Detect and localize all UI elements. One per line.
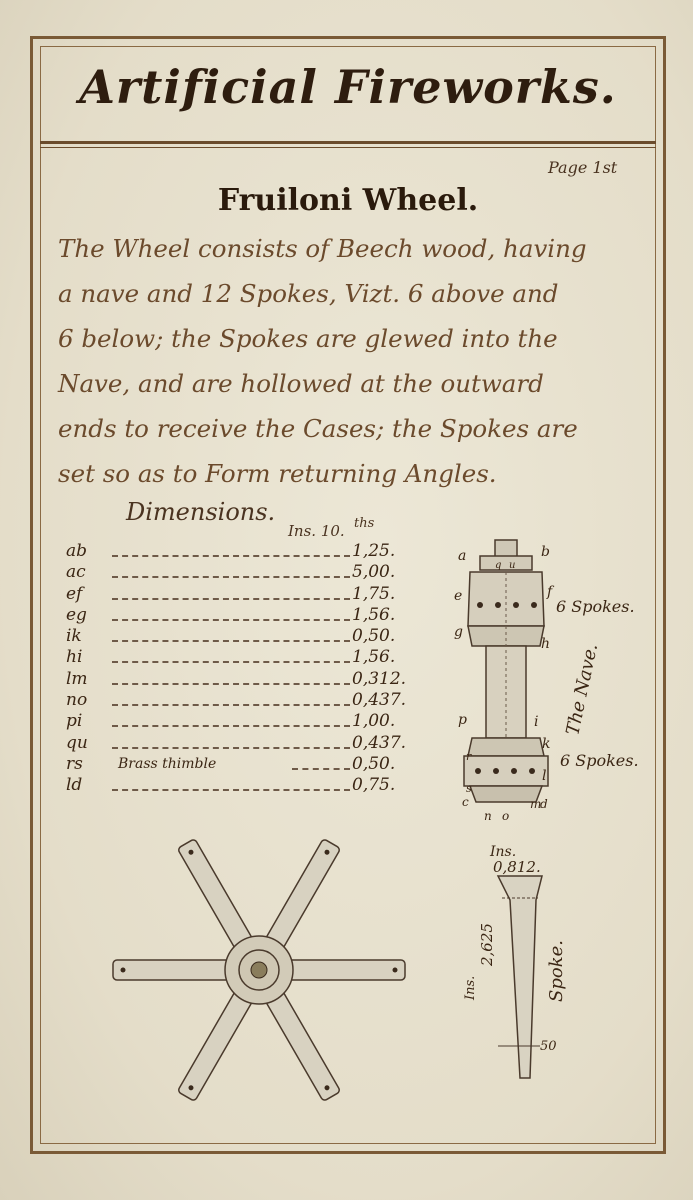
dimension-label: no xyxy=(66,690,88,711)
wheel-spoke xyxy=(285,960,405,980)
dimension-value: 1,75. xyxy=(352,583,396,604)
dimension-value: 0,312. xyxy=(352,668,407,689)
dimension-value: 0,437. xyxy=(352,732,407,753)
nave-letter-b: b xyxy=(541,544,550,560)
nave-letter-m: m xyxy=(530,797,542,811)
nave-letter-q: q xyxy=(495,560,502,571)
nave-letter-p: p xyxy=(458,712,467,728)
dimensions-title: Dimensions. xyxy=(126,498,276,526)
wheel-spoke xyxy=(177,988,254,1102)
nave-letter-s: s xyxy=(466,782,472,795)
page-title: Artificial Fireworks. xyxy=(79,60,617,114)
section-title: Fruiloni Wheel. xyxy=(217,183,479,218)
wheel-spoke xyxy=(113,960,233,980)
nave-letter-k: k xyxy=(542,736,551,752)
dimension-value: 5,00. xyxy=(352,562,396,583)
spoke-hole xyxy=(531,602,537,608)
spoke-body xyxy=(498,876,542,1078)
nave-collar xyxy=(480,556,532,570)
spoke-length-unit: Ins. xyxy=(463,975,478,1000)
dimension-value: 1,25. xyxy=(352,541,396,561)
spoke-length: 2,625 xyxy=(478,923,496,966)
label-the-nave: The Nave. xyxy=(562,641,603,738)
spoke-hole xyxy=(475,768,481,774)
body-line: a nave and 12 Spokes, Vizt. 6 above and xyxy=(58,279,559,308)
dimensions-units: Ins. 10. xyxy=(288,522,345,540)
spoke-hole xyxy=(477,602,483,608)
nave-letter-i: i xyxy=(534,714,539,730)
spoke-bottom-width: 50 xyxy=(540,1039,557,1054)
nave-letter-g: g xyxy=(454,624,463,640)
body-line: The Wheel consists of Beech wood, having xyxy=(58,234,587,263)
dimension-value: 0,75. xyxy=(352,775,396,796)
nave-letter-d: d xyxy=(540,797,548,811)
nave-letter-f: f xyxy=(547,584,553,600)
wheel-spoke xyxy=(263,988,340,1102)
spoke-hole xyxy=(511,768,517,774)
dimension-value: 0,50. xyxy=(352,626,396,647)
dimension-label: ac xyxy=(66,562,86,583)
dimension-label: qu xyxy=(66,732,88,753)
nave-letter-e: e xyxy=(454,588,463,604)
dimension-value: 0,50. xyxy=(352,753,396,774)
nave-letter-c: c xyxy=(462,795,469,809)
dimension-label: ik xyxy=(66,626,82,647)
dimension-value: 1,00. xyxy=(352,711,396,732)
body-line: set so as to Form returning Angles. xyxy=(58,459,497,488)
wheel-spoke xyxy=(263,839,340,953)
body-line: ends to receive the Cases; the Spokes are xyxy=(58,414,578,443)
dimension-label: rs xyxy=(66,753,83,774)
label-lower-spokes: 6 Spokes. xyxy=(560,751,639,770)
page-number: Page 1st xyxy=(548,158,618,177)
dimension-label: eg xyxy=(66,604,87,625)
spoke-label: Spoke. xyxy=(546,940,567,1002)
nave-lower-ring xyxy=(468,738,544,756)
spoke-top-width: 0,812. xyxy=(493,858,541,876)
dimension-value: 0,437. xyxy=(352,690,407,711)
spoke-hole xyxy=(495,602,501,608)
nave-illustration xyxy=(454,540,639,823)
nave-letter-u: u xyxy=(509,560,516,571)
dimension-note: Brass thimble xyxy=(118,755,217,772)
dimension-label: hi xyxy=(66,647,83,668)
wheel-spoke xyxy=(177,839,254,953)
dimension-label: lm xyxy=(66,668,88,689)
dimension-label: ab xyxy=(66,541,88,561)
dimension-value: 1,56. xyxy=(352,604,396,625)
nave-letter-l: l xyxy=(542,768,547,784)
spoke-hole xyxy=(513,602,519,608)
nave-letter-h: h xyxy=(541,636,551,652)
body-line: 6 below; the Spokes are glewed into the xyxy=(58,324,558,353)
wheel-illustration xyxy=(113,839,405,1102)
body-line: Nave, and are hollowed at the outward xyxy=(58,369,544,398)
spoke-hole xyxy=(493,768,499,774)
dimension-label: ef xyxy=(66,583,83,604)
label-upper-spokes: 6 Spokes. xyxy=(556,597,635,616)
nave-letter-r: r xyxy=(466,750,472,763)
spoke-illustration xyxy=(463,844,567,1078)
spoke-hole xyxy=(529,768,535,774)
nave-letter-a: a xyxy=(458,548,467,564)
dimension-value: 1,56. xyxy=(352,647,396,668)
dimension-label: pi xyxy=(66,711,83,732)
wheel-axle-hole xyxy=(251,962,267,978)
nave-letter-o: o xyxy=(502,809,510,823)
dimensions-units-hundredths: ths xyxy=(354,516,375,531)
spoke-unit: Ins. xyxy=(490,844,517,860)
dimension-label: ld xyxy=(66,775,83,796)
nave-letter-n: n xyxy=(484,809,492,823)
